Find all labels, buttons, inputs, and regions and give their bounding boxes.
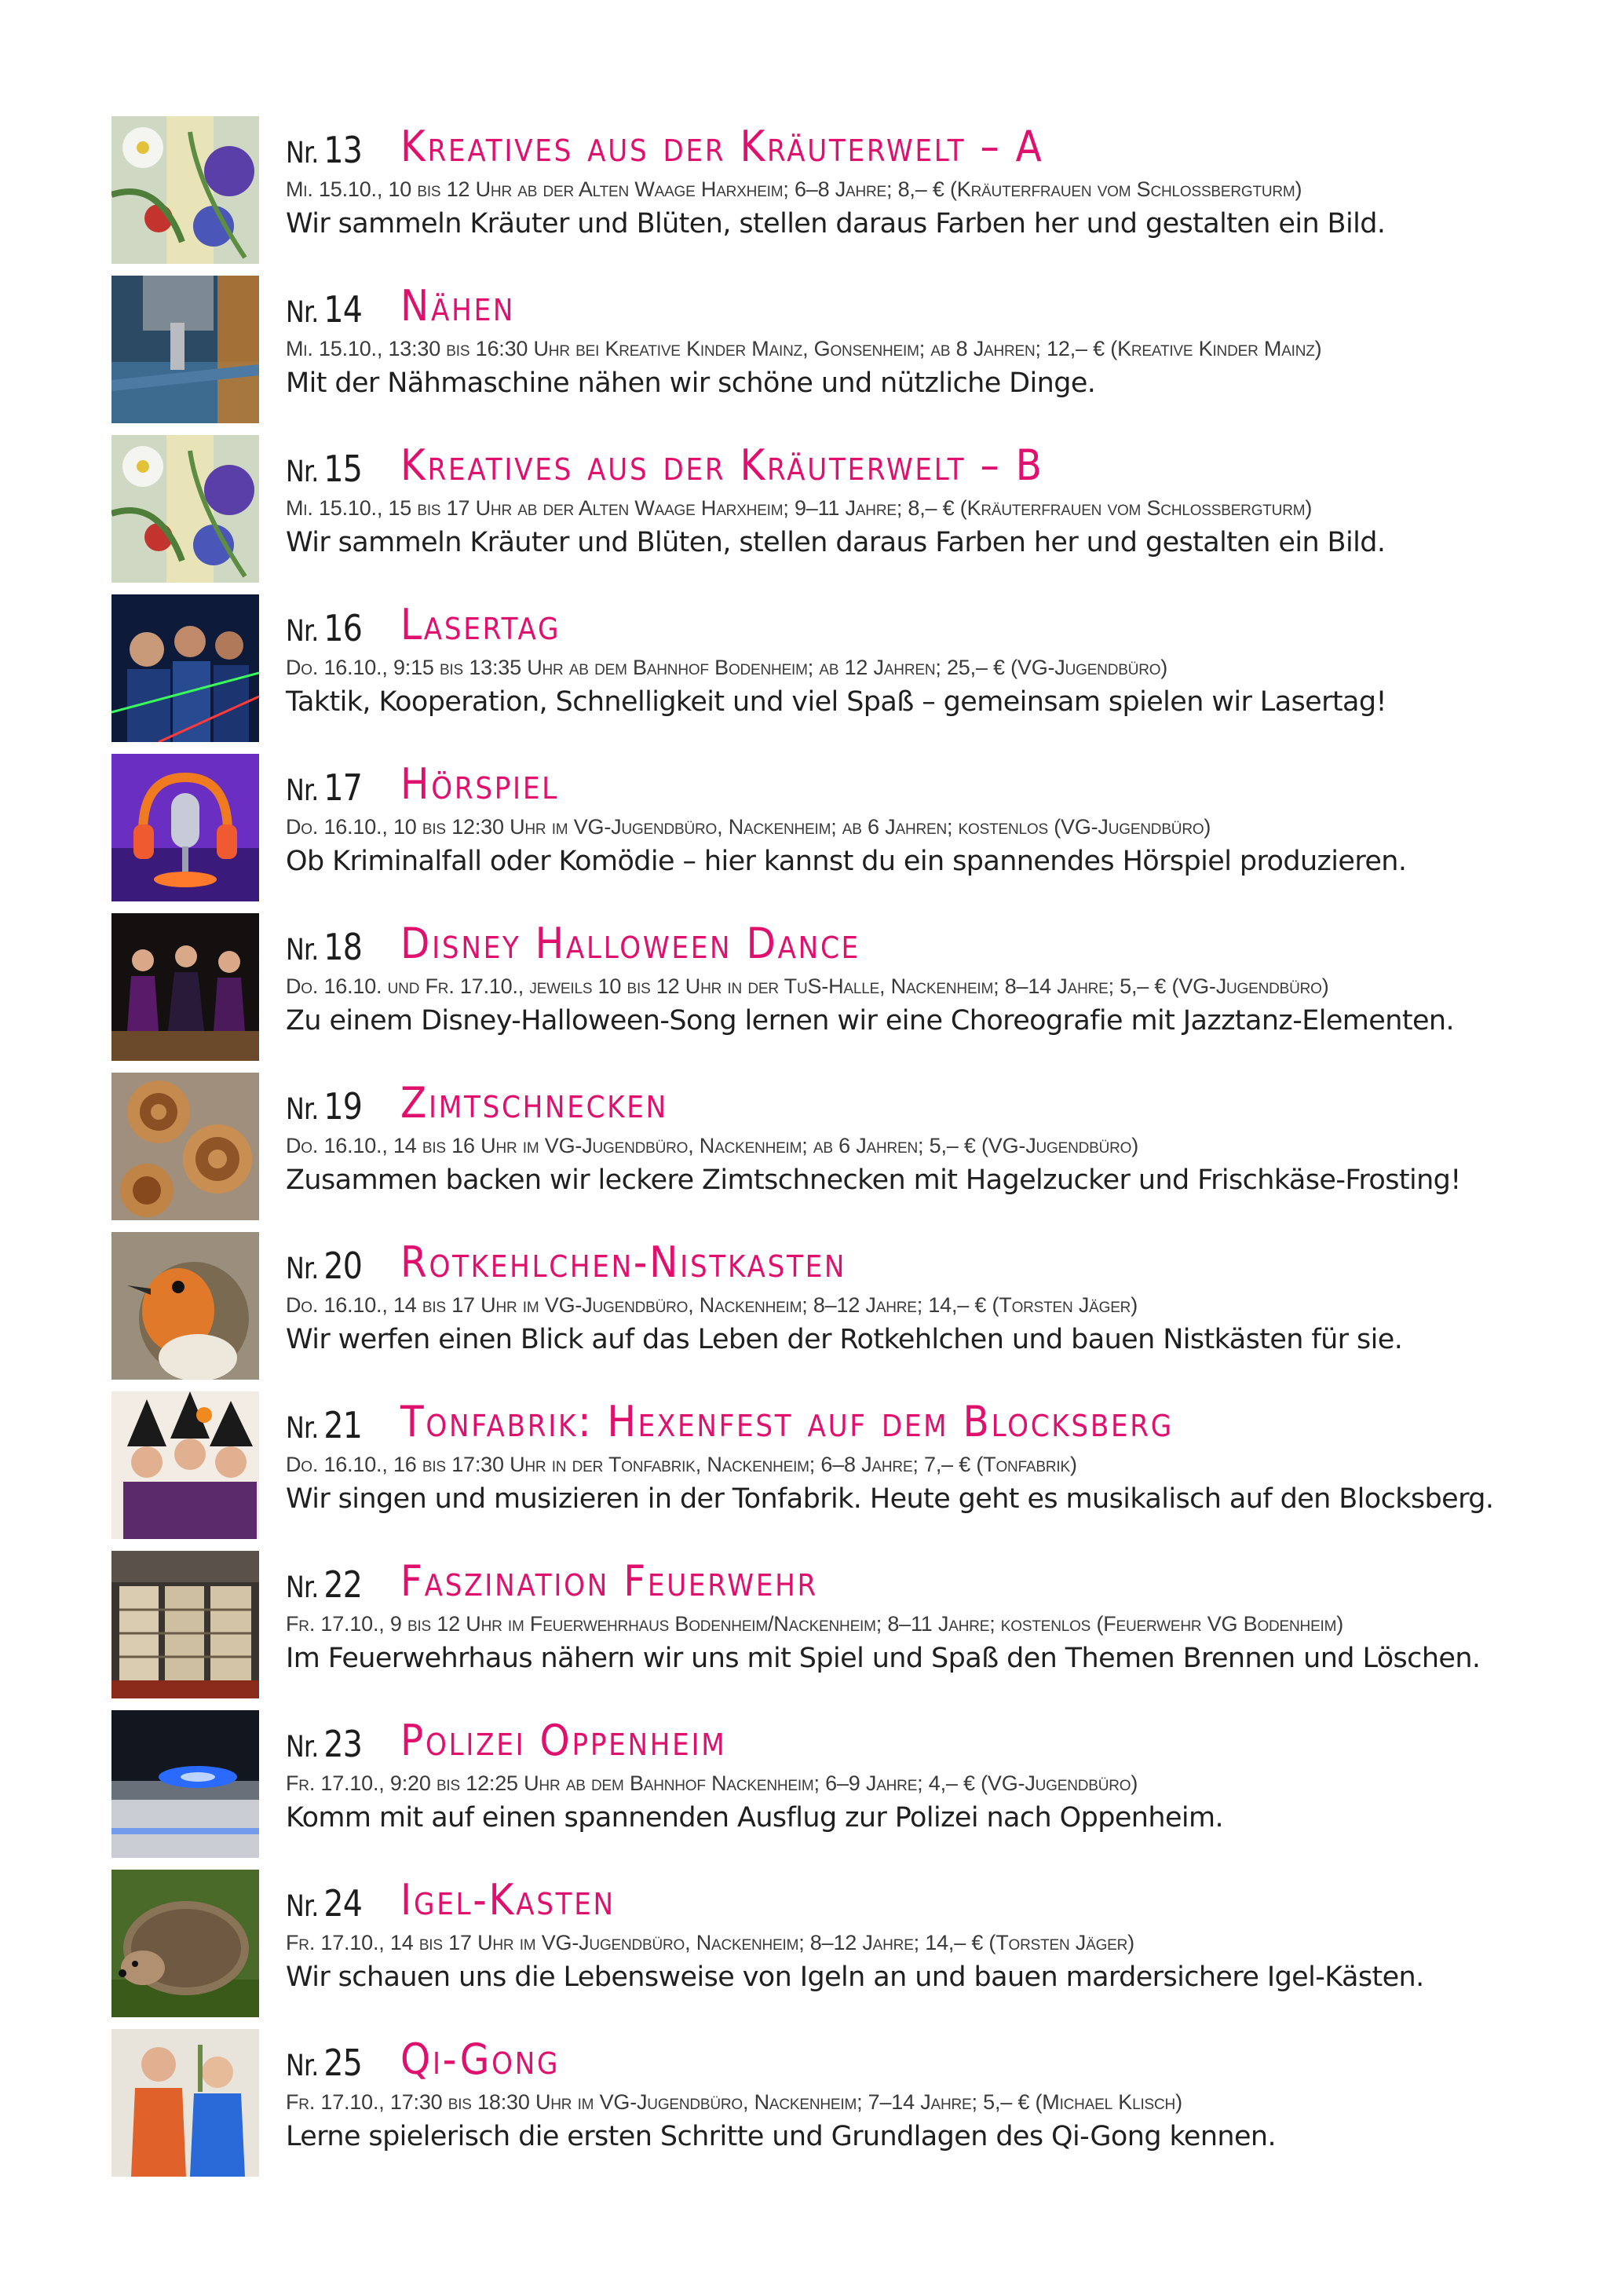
- herbs-flowers-photo: [111, 435, 259, 583]
- event-details: Mi. 15.10., 10 bis 12 Uhr ab der Alten Waage Harxheim; 6–8 Jahre; 8,– € (Kräuterfrauen vom Schlossbergturm): [286, 177, 1302, 201]
- event-item: [111, 2029, 1525, 2188]
- event-item: [111, 754, 1525, 913]
- event-item: [111, 1073, 1525, 1232]
- event-number: Nr. 18: [286, 926, 363, 968]
- event-title: Faszination Feuerwehr: [400, 1556, 819, 1606]
- event-number: Nr. 21: [286, 1404, 363, 1446]
- event-details: Mi. 15.10., 15 bis 17 Uhr ab der Alten Waage Harxheim; 9–11 Jahre; 8,– € (Kräuterfrauen vom Schlossbergturm): [286, 496, 1313, 520]
- event-description: Im Feuerwehrhaus nähern wir uns mit Spiel und Spaß den Themen Brennen und Löschen.: [286, 1643, 1481, 1674]
- event-details: Fr. 17.10., 17:30 bis 18:30 Uhr im VG-Jugendbüro, Nackenheim; 7–14 Jahre; 5,– € (Michael Klisch): [286, 2090, 1182, 2114]
- police-car-photo: [111, 1710, 259, 1858]
- event-title: Zimtschnecken: [400, 1078, 668, 1128]
- event-list: [111, 116, 1525, 2188]
- microphone-headphones-photo: [111, 754, 259, 901]
- event-description: Mit der Nähmaschine nähen wir schöne und nützliche Dinge.: [286, 367, 1096, 399]
- event-number: Nr. 17: [286, 766, 363, 809]
- event-item: [111, 913, 1525, 1073]
- event-title: Nähen: [400, 281, 516, 331]
- event-description: Lerne spielerisch die ersten Schritte und Grundlagen des Qi-Gong kennen.: [286, 2121, 1277, 2152]
- event-item: [111, 1232, 1525, 1391]
- event-details: Do. 16.10., 10 bis 12:30 Uhr im VG-Jugendbüro, Nackenheim; ab 6 Jahren; kostenlos (VG-Jugendbüro): [286, 815, 1211, 839]
- event-details: Fr. 17.10., 14 bis 17 Uhr im VG-Jugendbüro, Nackenheim; 8–12 Jahre; 14,– € (Torsten Jäger): [286, 1931, 1134, 1954]
- event-number: Nr. 13: [286, 129, 363, 171]
- qigong-kids-photo: [111, 2029, 259, 2177]
- witch-kids-photo: [111, 1391, 259, 1539]
- event-number: Nr. 25: [286, 2042, 363, 2084]
- event-number: Nr. 22: [286, 1563, 363, 1606]
- event-details: Do. 16.10., 14 bis 17 Uhr im VG-Jugendbüro, Nackenheim; 8–12 Jahre; 14,– € (Torsten Jäger): [286, 1293, 1138, 1317]
- event-title: Igel-Kasten: [400, 1875, 616, 1925]
- cinnamon-rolls-photo: [111, 1073, 259, 1220]
- lasertag-photo: [111, 594, 259, 742]
- event-number: Nr. 20: [286, 1245, 363, 1287]
- event-number: Nr. 14: [286, 288, 363, 331]
- event-description: Komm mit auf einen spannenden Ausflug zur Polizei nach Oppenheim.: [286, 1802, 1224, 1834]
- event-item: [111, 1551, 1525, 1710]
- event-description: Wir sammeln Kräuter und Blüten, stellen daraus Farben her und gestalten ein Bild.: [286, 208, 1386, 239]
- event-details: Fr. 17.10., 9:20 bis 12:25 Uhr ab dem Bahnhof Nackenheim; 6–9 Jahre; 4,– € (VG-Jugendbüro): [286, 1771, 1138, 1795]
- event-description: Zusammen backen wir leckere Zimtschnecken mit Hagelzucker und Frischkäse-Frosting!: [286, 1164, 1461, 1196]
- event-item: [111, 594, 1525, 754]
- event-title: Kreatives aus der Kräuterwelt – B: [400, 441, 1044, 490]
- event-details: Do. 16.10. und Fr. 17.10., jeweils 10 bis 12 Uhr in der TuS-Halle, Nackenheim; 8–14 Jahre; 5,– € (VG-Jugendbüro): [286, 974, 1329, 998]
- event-details: Do. 16.10., 16 bis 17:30 Uhr in der Tonfabrik, Nackenheim; 6–8 Jahre; 7,– € (Tonfabrik): [286, 1453, 1077, 1476]
- event-title: Tonfabrik: Hexenfest auf dem Blocksberg: [400, 1397, 1174, 1446]
- event-title: Lasertag: [400, 600, 561, 649]
- event-details: Fr. 17.10., 9 bis 12 Uhr im Feuerwehrhaus Bodenheim/Nackenheim; 8–11 Jahre; kostenlos (Feuerwehr VG Bodenheim): [286, 1612, 1344, 1636]
- event-item: [111, 435, 1525, 594]
- event-item: [111, 1870, 1525, 2029]
- event-description: Wir sammeln Kräuter und Blüten, stellen daraus Farben her und gestalten ein Bild.: [286, 527, 1386, 558]
- event-details: Do. 16.10., 9:15 bis 13:35 Uhr ab dem Bahnhof Bodenheim; ab 12 Jahren; 25,– € (VG-Jugendbüro): [286, 656, 1168, 679]
- event-item: [111, 1391, 1525, 1551]
- halloween-dance-photo: [111, 913, 259, 1061]
- event-description: Wir werfen einen Blick auf das Leben der Rotkehlchen und bauen Nistkästen für sie.: [286, 1324, 1403, 1355]
- event-item: [111, 1710, 1525, 1870]
- event-details: Mi. 15.10., 13:30 bis 16:30 Uhr bei Kreative Kinder Mainz, Gonsenheim; ab 8 Jahren; 12,– € (Kreative Kinder Mainz): [286, 337, 1322, 360]
- event-title: Polizei Oppenheim: [400, 1716, 727, 1765]
- event-title: Kreatives aus der Kräuterwelt – A: [400, 122, 1044, 171]
- herbs-flowers-photo: [111, 116, 259, 264]
- fire-station-photo: [111, 1551, 259, 1698]
- event-details: Do. 16.10., 14 bis 16 Uhr im VG-Jugendbüro, Nackenheim; ab 6 Jahren; 5,– € (VG-Jugendbüro): [286, 1134, 1138, 1157]
- event-number: Nr. 23: [286, 1723, 363, 1765]
- event-description: Ob Kriminalfall oder Komödie – hier kannst du ein spannendes Hörspiel produzieren.: [286, 846, 1407, 877]
- sewing-machine-photo: [111, 276, 259, 423]
- event-description: Taktik, Kooperation, Schnelligkeit und viel Spaß – gemeinsam spielen wir Lasertag!: [286, 686, 1386, 718]
- event-number: Nr. 16: [286, 607, 363, 649]
- robin-photo: [111, 1232, 259, 1380]
- event-number: Nr. 24: [286, 1882, 363, 1925]
- event-description: Wir schauen uns die Lebensweise von Igeln an und bauen mardersichere Igel-Kästen.: [286, 1961, 1424, 1993]
- event-title: Hörspiel: [400, 759, 559, 809]
- event-title: Rotkehlchen-Nistkasten: [400, 1238, 847, 1287]
- hedgehog-photo: [111, 1870, 259, 2017]
- event-number: Nr. 15: [286, 448, 363, 490]
- event-item: [111, 276, 1525, 435]
- event-title: Disney Halloween Dance: [400, 919, 860, 968]
- event-title: Qi-Gong: [400, 2035, 561, 2084]
- event-number: Nr. 19: [286, 1085, 363, 1128]
- event-description: Zu einem Disney-Halloween-Song lernen wir eine Choreografie mit Jazztanz-Elementen.: [286, 1005, 1454, 1036]
- event-description: Wir singen und musizieren in der Tonfabrik. Heute geht es musikalisch auf den Blocksberg.: [286, 1483, 1494, 1515]
- event-item: [111, 116, 1525, 276]
